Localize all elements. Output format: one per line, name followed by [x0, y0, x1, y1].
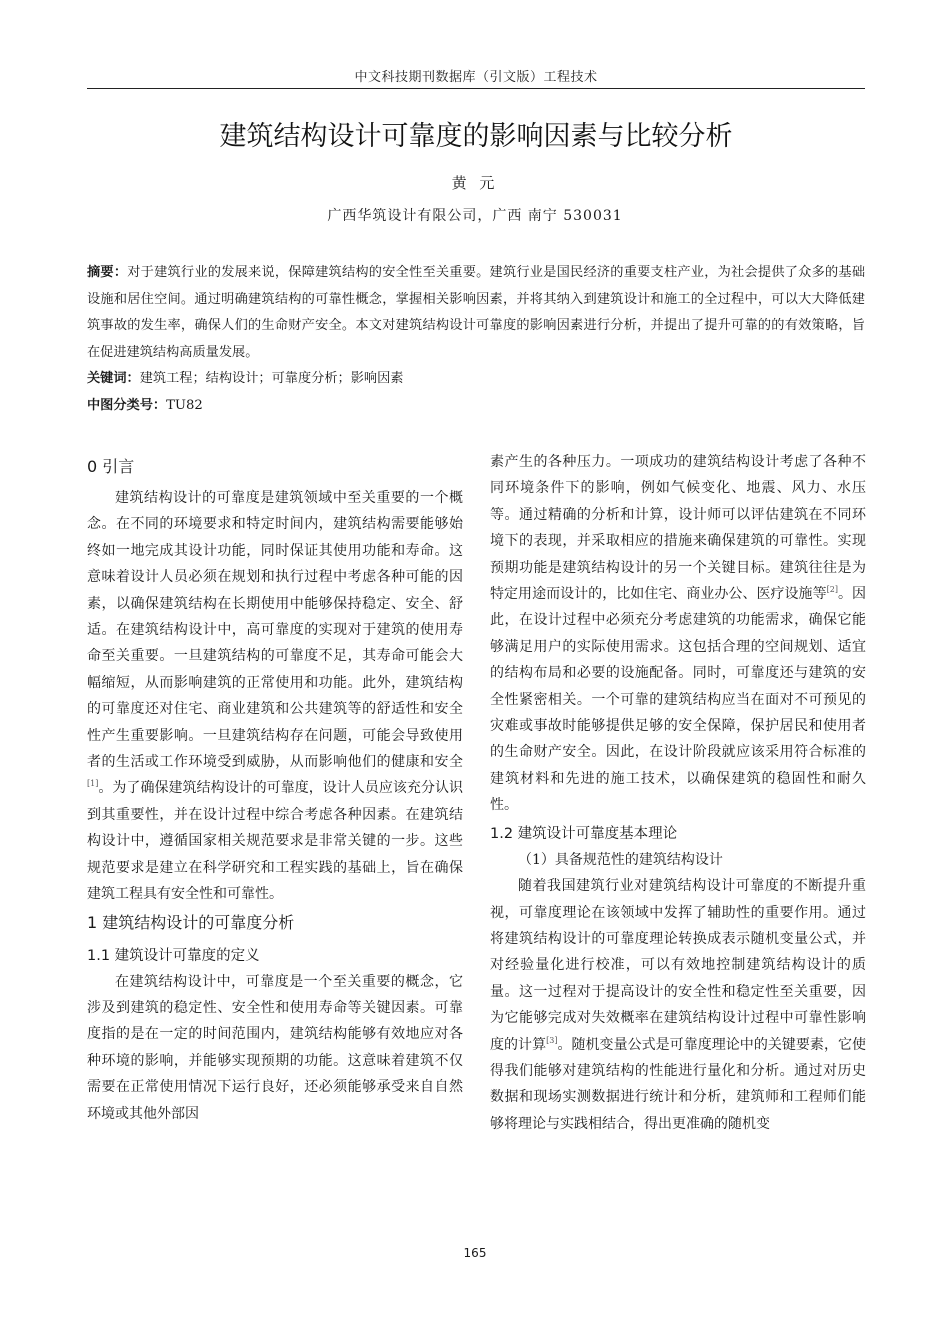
list-item-heading: （1）具备规范性的建筑结构设计: [518, 851, 723, 868]
article-title: 建筑结构设计可靠度的影响因素与比较分析: [219, 121, 733, 152]
abstract-text: 对于建筑行业的发展来说，保障建筑结构的安全性至关重要。建筑行业是国民经济的重要支柱产业，为社会提供了众多的基础设施和居住空间。通过明确建筑结构的可靠性概念，掌握相关影响因素，并将其纳入到建筑设计和施工的全过程中，可以大大降低建筑事故的发生率，确保人们的生命财产安全。本文对建筑结构设计可靠度的影响因素进行分析，并提出了提升可靠的的有效策略，旨在促进建筑结构高质量发展。: [87, 265, 866, 360]
header-rule: [87, 88, 865, 89]
subsection-heading-basic-theory: 1.2 建筑设计可靠度基本理论: [490, 825, 678, 842]
paragraph-text: 随着我国建筑行业对建筑结构设计可靠度的不断提升重视，可靠度理论在该领域中发挥了辅助性的重要作用。通过将建筑结构设计的可靠度理论转换成表示随机变量公式，并对经验量化进行校准，可以有效地控制建筑结构设计的质量。这一过程对于提高设计的安全性和稳定性至关重要，因为它能够完成对失效概率在建筑结构设计过程中可靠性影响度的计算: [490, 878, 866, 1053]
section-heading-reliability-analysis: 1 建筑结构设计的可靠度分析: [87, 912, 295, 932]
classification-text: TU82: [166, 397, 203, 413]
author-name: 黄 元: [451, 174, 499, 192]
abstract-label: 摘要：: [87, 265, 128, 280]
classification: [87, 393, 865, 420]
front-matter: [87, 260, 865, 419]
citation-1[interactable]: [1]: [87, 779, 99, 789]
citation-2[interactable]: [2]: [826, 585, 838, 595]
paragraph-text: 。因此，在设计过程中必须充分考虑建筑的功能需求，确保它能够满足用户的实际使用需求。这包括合理的空间规划、适宜的结构布局和必要的设施配备。同时，可靠度还与建筑的安全性紧密相关。一个可靠的建筑结构应当在面对不可预见的灾难或事故时能够提供足够的安全保障，保护居民和使用者的生命财产安全。因此，在设计阶段就应该采用符合标准的建筑材料和先进的施工技术，以确保建筑的稳固性和耐久性。: [490, 586, 867, 814]
paragraph: [87, 485, 463, 908]
paragraph-text: 建筑结构设计的可靠度是建筑领域中至关重要的一个概念。在不同的环境要求和特定时间内，建筑结构需要能够始终如一地完成其设计功能，同时保证其使用功能和寿命。这意味着设计人员必须在规划和执行过程中考虑各种可能的因素，以确保建筑结构在长期使用中能够保持稳定、安全、舒适。在建筑结构设计中，高可靠度的实现对于建筑的使用寿命至关重要。一旦建筑结构的可靠度不足，其寿命可能会大幅缩短，从而影响建筑的正常使用和功能。此外，建筑结构的可靠度还对住宅、商业建筑和公共建筑等的舒适性和安全性产生重要影响。一旦建筑结构存在问题，可能会导致使用者的生活或工作环境受到威胁，从而影响他们的健康和安全: [87, 490, 463, 771]
paragraph-text: 。为了确保建筑结构设计的可靠度，设计人员应该充分认识到其重要性，并在设计过程中综合考虑各种因素。在建筑结构设计中，遵循国家相关规范要求是非常关键的一步。这些规范要求是建立在科学研究和工程实践的基础上，旨在确保建筑工程具有安全性和可靠性。: [87, 780, 463, 903]
keywords-label: 关键词：: [87, 371, 140, 386]
paragraph: 在建筑结构设计中，可靠度是一个至关重要的概念，它涉及到建筑的稳定性、安全性和使用寿命等关键因素。可靠度指的是在一定的时间范围内，建筑结构能够有效地应对各种环境的影响，并能够实现预期的功能。这意味着建筑不仅需要在正常使用情况下运行良好，还必须能够承受来自自然环境或其他外部因: [87, 973, 463, 1122]
right-column: [490, 449, 866, 1137]
left-column: [87, 452, 463, 1127]
subsection-heading-definition: 1.1 建筑设计可靠度的定义: [87, 947, 260, 964]
page-number: 165: [463, 1246, 487, 1260]
abstract: [87, 260, 865, 366]
author-affiliation: 广西华筑设计有限公司，广西 南宁 530031: [327, 208, 623, 224]
keywords: [87, 366, 865, 393]
classification-label: 中图分类号：: [87, 397, 167, 413]
section-heading-introduction: 0 引言: [87, 457, 135, 476]
paragraph-text: 。随机变量公式是可靠度理论中的关键要素，它使得我们能够对建筑结构的性能进行量化和分析。通过对历史数据和现场实测数据进行统计和分析，建筑师和工程师们能够将理论与实践相结合，得出更准确的随机变: [490, 1036, 867, 1132]
running-header: 中文科技期刊数据库（引文版）工程技术: [354, 70, 598, 85]
keywords-text: 建筑工程；结构设计；可靠度分析；影响因素: [139, 371, 404, 386]
paragraph: [490, 873, 866, 1137]
citation-3[interactable]: [3]: [546, 1035, 558, 1045]
paragraph: [490, 449, 866, 819]
paragraph-text: 素产生的各种压力。一项成功的建筑结构设计考虑了各种不同环境条件下的影响，例如气候变化、地震、风力、水压等。通过精确的分析和计算，设计师可以评估建筑在不同环境下的表现，并采取相应的措施来确保建筑的可靠性。实现预期功能是建筑结构设计的另一个关键目标。建筑往往是为特定用途而设计的，比如住宅、商业办公、医疗设施等: [490, 454, 866, 603]
